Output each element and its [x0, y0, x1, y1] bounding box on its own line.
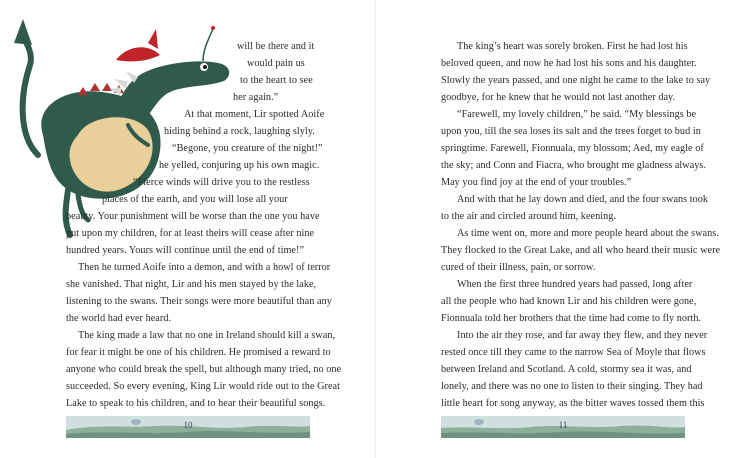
text-line: springtime. Farewell, Fionnuala, my blossom; Aed, my eagle of: [441, 143, 704, 154]
text-line: goodbye, for he knew that he would not last another day.: [441, 92, 676, 103]
text-line: to the air and circled around him, keening.: [441, 211, 616, 222]
text-line: beauty. Your punishment will be worse than the one you have: [66, 211, 320, 222]
text-line: she vanished. That night, Lir and his men stayed by the lake,: [66, 279, 317, 290]
text-line: hundred years. Yours will continue until the end of time!”: [66, 245, 305, 256]
text-line: Fionnuala told her brothers that the time had come to fly north.: [441, 313, 702, 324]
landscape-band-illustration: [66, 416, 310, 438]
text-line: May you find joy at the end of your troubles.”: [441, 177, 632, 188]
text-line: The king’s heart was sorely broken. First he had lost his: [457, 41, 688, 52]
text-line: Slowly the years passed, and one night he came to the lake to say: [441, 75, 711, 86]
text-line: he yelled, conjuring up his own magic.: [159, 160, 320, 171]
text-line: for fear it might be one of his children. He promised a reward to: [66, 347, 331, 358]
text-line: listening to the swans. Their songs were more beautiful than any: [66, 296, 332, 307]
text-line: lonely, and there was no one to listen to their singing. They had: [441, 381, 703, 392]
text-line: her again.”: [233, 92, 279, 103]
text-line: places of the earth, and you will lose all your: [102, 194, 288, 205]
text-line: to the heart to see: [240, 75, 313, 86]
text-line: Lake to speak to his children, and to hear their beautiful songs.: [66, 398, 326, 409]
text-line: would pain us: [247, 58, 305, 69]
text-line: At that moment, Lir spotted Aoife: [184, 109, 325, 120]
text-line: between Ireland and Scotland. A cold, stormy sea it was, and: [441, 364, 692, 375]
text-line: cured of their illness, pain, or sorrow.: [441, 262, 596, 273]
text-line: “Fierce winds will drive you to the restless: [133, 177, 310, 188]
text-line: Into the air they rose, and far away they flew, and they never: [457, 330, 708, 341]
text-line: upon you, till the sea loses its salt and the trees forget to bud in: [441, 126, 701, 137]
right-page: [375, 0, 750, 458]
text-line: They flocked to the Great Lake, and all who heard their music were: [441, 245, 721, 256]
text-line: anyone who could break the spell, but although many tried, no one: [66, 364, 342, 375]
page-number: 10: [183, 420, 193, 430]
text-line: “Begone, you creature of the night!”: [172, 143, 323, 154]
text-line: succeeded. So every evening, King Lir would ride out to the Great: [66, 381, 340, 392]
text-line: beloved queen, and now he had lost his sons and his daughter.: [441, 58, 697, 69]
text-line: As time went on, more and more people heard about the swans.: [457, 228, 719, 239]
text-line: “Farewell, my lovely children,” he said. “My blessings be: [457, 109, 697, 120]
page-number: 11: [558, 420, 568, 430]
text-line: rested once till they came to the narrow Sea of Moyle that flows: [441, 347, 706, 358]
text-line: When the first three hundred years had passed, long after: [457, 279, 693, 290]
text-line: all the people who had known Lir and his children were gone,: [441, 296, 697, 307]
text-line: The king made a law that no one in Ireland should kill a swan,: [78, 330, 336, 341]
text-line: the world had ever heard.: [66, 313, 172, 324]
text-line: hiding behind a rock, laughing slyly.: [164, 126, 315, 137]
landscape-band-illustration: [441, 416, 685, 438]
text-line: put upon my children, for at least theirs will cease after nine: [66, 228, 315, 239]
text-line: little heart for song anyway, as the bitter waves tossed them this: [441, 398, 705, 409]
text-line: the sky; and Conn and Fiacra, who brought me gladness always.: [441, 160, 707, 171]
text-line: And with that he lay down and died, and the four swans took: [457, 194, 709, 205]
text-line: will be there and it: [237, 41, 315, 52]
text-line: Then he turned Aoife into a demon, and with a howl of terror: [78, 262, 331, 273]
